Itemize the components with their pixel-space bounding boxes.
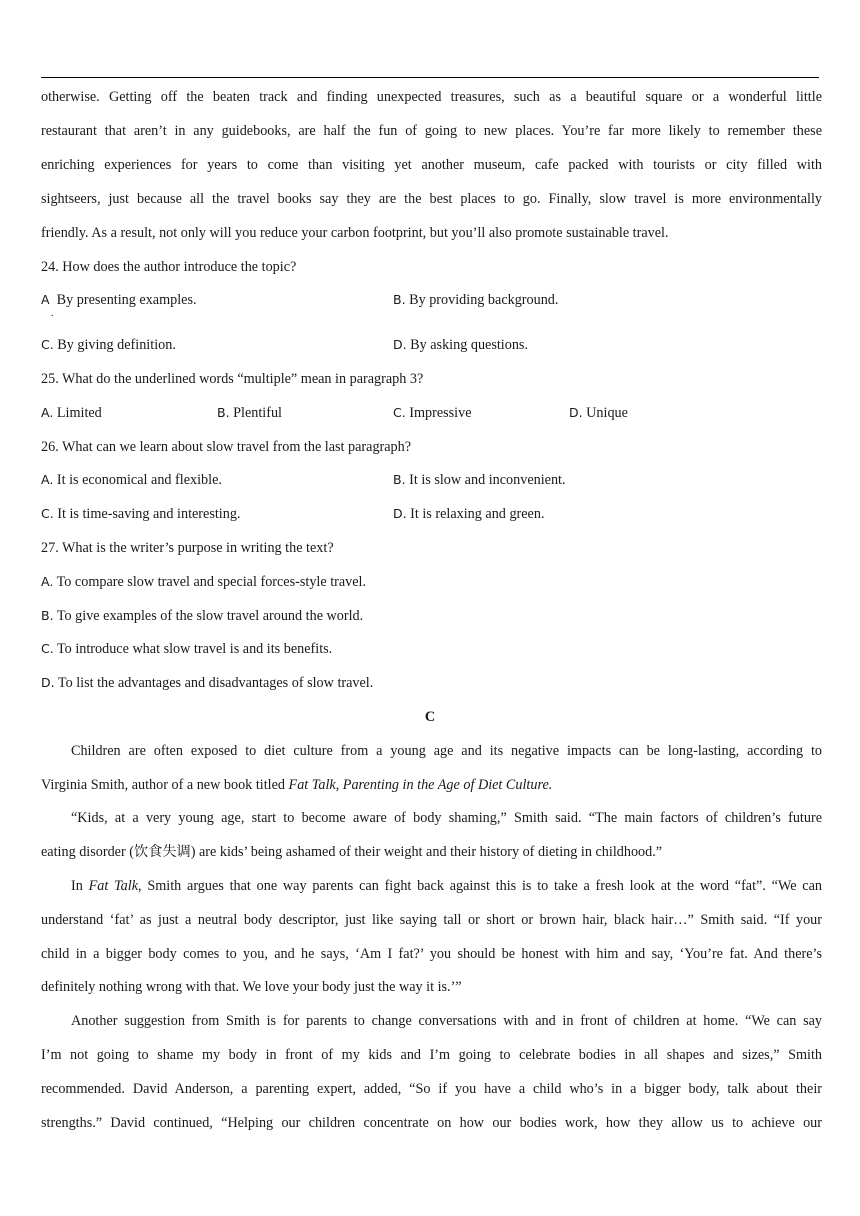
paragraph-line: In Fat Talk, Smith argues that one way parents can fight back against this is to take a fresh look at the word “fat”. “We can — [71, 878, 822, 894]
book-subtitle: Parenting in the Age of Diet Culture. — [342, 777, 553, 793]
passage-line: enriching experiences for years to come than visiting yet another museum, cafe packed with tourists or city filled with — [41, 157, 822, 173]
section-heading-c: C — [424, 709, 436, 725]
question-stem-24: 24. How does the author introduce the topic? — [41, 259, 297, 275]
option-26d: D. It is relaxing and green. — [393, 506, 545, 522]
question-stem-27: 27. What is the writer’s purpose in writing the text? — [41, 540, 334, 556]
option-27b: B. To give examples of the slow travel around the world. — [41, 608, 364, 624]
book-title: Fat Talk — [288, 777, 336, 793]
passage-line: otherwise. Getting off the beaten track and finding unexpected treasures, such as a beautiful square or a wonderful little — [41, 89, 822, 105]
option-25c: C. Impressive — [393, 405, 472, 421]
paragraph-line: recommended. David Anderson, a parenting expert, added, “So if you have a child who’s in a bigger body, talk about their — [41, 1081, 822, 1097]
paragraph-line: child in a bigger body comes to you, and he says, ‘Am I fat?’ you should be honest with him and say, ‘You’re fat. And there’s — [41, 946, 822, 962]
paragraph-line: strengths.” David continued, “Helping our children concentrate on how our bodies work, how they allow us to achieve our — [41, 1115, 822, 1131]
option-27d: D. To list the advantages and disadvantages of slow travel. — [41, 675, 374, 691]
option-24c: C. By giving definition. — [41, 337, 176, 353]
passage-line: sightseers, just because all the travel books say they are the best places to go. Finally, slow travel is more environmentally — [41, 191, 822, 207]
option-27a: A. To compare slow travel and special forces-style travel. — [41, 574, 367, 590]
option-26b: B. It is slow and inconvenient. — [393, 472, 566, 488]
option-25b: B. Plentiful — [217, 405, 282, 421]
option-26c: C. It is time-saving and interesting. — [41, 506, 241, 522]
paragraph-line: understand ‘fat’ as just a neutral body descriptor, just like saying tall or short or brown hair, black hair…” Smith said. “If your — [41, 912, 822, 928]
option-26a: A. It is economical and flexible. — [41, 472, 222, 488]
paragraph-line: “Kids, at a very young age, start to become aware of body shaming,” Smith said. “The main factors of children’s future — [71, 810, 822, 826]
option-24b: B. By providing background. — [393, 292, 559, 308]
paragraph-line: Another suggestion from Smith is for parents to change conversations with and in front of children at home. “We can say — [71, 1013, 822, 1029]
option-25a: A. Limited — [41, 405, 102, 421]
paragraph-line: Children are often exposed to diet culture from a young age and its negative impacts can be long-lasting, according to — [71, 743, 822, 759]
option-27c: C. To introduce what slow travel is and its benefits. — [41, 641, 333, 657]
book-title: Fat Talk — [88, 878, 139, 894]
option-24a: A By presenting examples. — [41, 292, 197, 308]
paragraph-line: definitely nothing wrong with that. We love your body just the way it is.’” — [41, 979, 462, 995]
stray-dot-mark: . — [51, 308, 54, 319]
passage-line: friendly. As a result, not only will you reduce your carbon footprint, but you’ll also promote sustainable travel. — [41, 225, 669, 241]
header-rule — [41, 77, 819, 78]
passage-line: restaurant that aren’t in any guidebooks, are half the fun of going to new places. You’re far more likely to remember these — [41, 123, 822, 139]
paragraph-line: eating disorder (饮食失调) are kids’ being ashamed of their weight and their history of dieting in childhood.” — [41, 844, 663, 860]
question-stem-26: 26. What can we learn about slow travel from the last paragraph? — [41, 439, 412, 455]
paragraph-line: I’m not going to shame my body in front of my kids and I’m going to celebrate bodies in all shapes and sizes,” Smith — [41, 1047, 822, 1063]
question-stem-25: 25. What do the underlined words “multiple” mean in paragraph 3? — [41, 371, 424, 387]
option-24d: D. By asking questions. — [393, 337, 528, 353]
option-25d: D. Unique — [569, 405, 628, 421]
paragraph-line: Virginia Smith, author of a new book titled Fat Talk, Parenting in the Age of Diet Culture. — [41, 777, 553, 793]
